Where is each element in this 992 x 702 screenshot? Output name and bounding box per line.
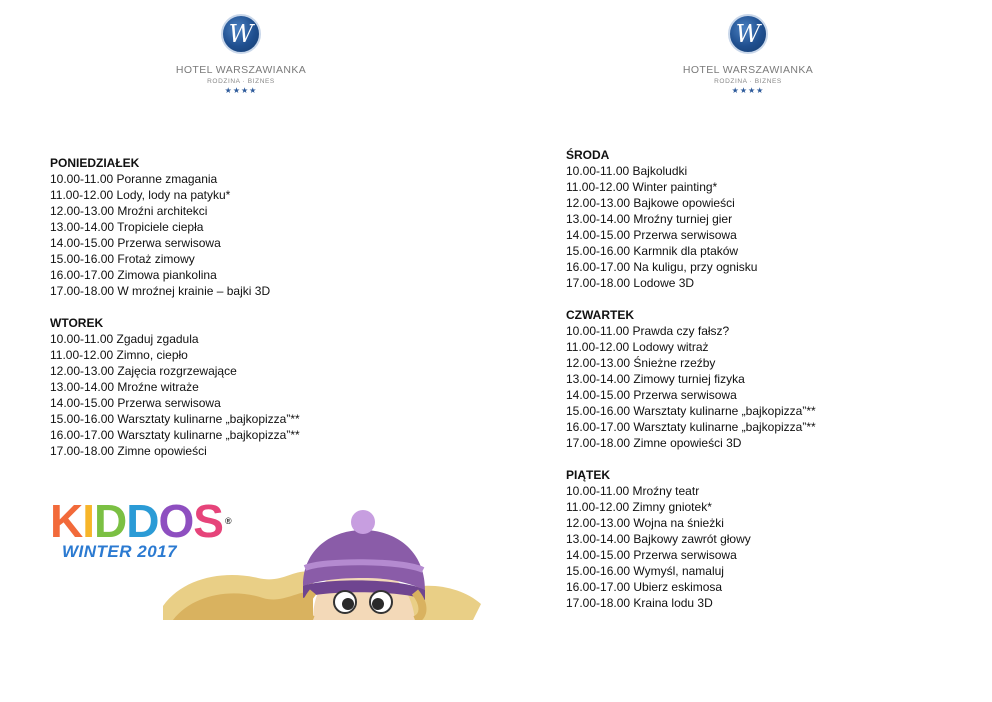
schedule-right-column [566, 147, 986, 627]
monogram-badge-icon [221, 14, 261, 54]
schedule-item: 10.00-11.00 Zgaduj zgadula [50, 332, 199, 346]
schedule-item: 17.00-18.00 Lodowe 3D [566, 276, 695, 290]
schedule-item: 15.00-16.00 Frotaż zimowy [50, 252, 195, 266]
schedule-item: 11.00-12.00 Zimny gniotek* [566, 500, 712, 514]
girl-illustration [163, 508, 483, 620]
hotel-stars: ★★★★ [731, 86, 765, 95]
schedule-item: 10.00-11.00 Bajkoludki [566, 164, 688, 178]
schedule-item: 13.00-14.00 Zimowy turniej fizyka [566, 372, 745, 386]
kiddos-letter: D [94, 495, 127, 547]
day-wednesday [566, 147, 986, 291]
day-thursday [566, 307, 986, 451]
schedule-item: 16.00-17.00 Ubierz eskimosa [566, 580, 723, 594]
hotel-name: HOTEL WARSZAWIANKA [682, 64, 814, 76]
kiddos-letter: I [82, 495, 95, 547]
schedule-item: 13.00-14.00 Mroźny turniej gier [566, 212, 733, 226]
schedule-item: 14.00-15.00 Przerwa serwisowa [50, 396, 221, 410]
schedule-item: 17.00-18.00 Zimne opowieści 3D [566, 436, 742, 450]
day-title: ŚRODA [566, 148, 610, 162]
schedule-item: 11.00-12.00 Zimno, ciepło [50, 348, 188, 362]
schedule-item: 14.00-15.00 Przerwa serwisowa [566, 388, 737, 402]
schedule-item: 17.00-18.00 W mroźnej krainie – bajki 3D [50, 284, 271, 298]
girl-illustration-icon [163, 508, 483, 620]
monogram-badge-icon [728, 14, 768, 54]
schedule-item: 16.00-17.00 Na kuligu, przy ognisku [566, 260, 758, 274]
day-title: PONIEDZIAŁEK [50, 156, 140, 170]
schedule-item: 15.00-16.00 Wymyśl, namaluj [566, 564, 724, 578]
schedule-item: 15.00-16.00 Warsztaty kulinarne „bajkopizza”** [566, 404, 816, 418]
kiddos-subtitle: WINTER 2017 [62, 542, 178, 561]
hotel-tagline: RODZINA · BIZNES [207, 78, 275, 85]
hotel-name: HOTEL WARSZAWIANKA [175, 64, 307, 76]
schedule-item: 10.00-11.00 Poranne zmagania [50, 172, 218, 186]
kiddos-letter: S [193, 495, 223, 547]
schedule-item: 14.00-15.00 Przerwa serwisowa [566, 548, 737, 562]
day-monday [50, 155, 470, 299]
schedule-item: 11.00-12.00 Lody, lody na patyku* [50, 188, 231, 202]
schedule-item: 12.00-13.00 Wojna na śnieżki [566, 516, 724, 530]
schedule-item: 12.00-13.00 Śnieżne rzeźby [566, 356, 716, 370]
day-friday [566, 467, 986, 611]
schedule-item: 14.00-15.00 Przerwa serwisowa [566, 228, 737, 242]
schedule-item: 15.00-16.00 Warsztaty kulinarne „bajkopizza”** [50, 412, 300, 426]
schedule-item: 10.00-11.00 Prawda czy fałsz? [566, 324, 730, 338]
kiddos-letter: D [126, 495, 159, 547]
schedule-item: 13.00-14.00 Mroźne witraże [50, 380, 199, 394]
day-title: CZWARTEK [566, 308, 634, 322]
hotel-tagline: RODZINA · BIZNES [714, 78, 782, 85]
schedule-item: 12.00-13.00 Mroźni architekci [50, 204, 208, 218]
schedule-item: 16.00-17.00 Warsztaty kulinarne „bajkopizza”** [50, 428, 300, 442]
schedule-left-column [50, 155, 470, 475]
kiddos-letter: O [158, 495, 194, 547]
schedule-item: 12.00-13.00 Bajkowe opowieści [566, 196, 735, 210]
schedule-item: 15.00-16.00 Karmnik dla ptaków [566, 244, 739, 258]
day-title: PIĄTEK [566, 468, 611, 482]
kiddos-letter: K [50, 495, 83, 547]
hotel-stars: ★★★★ [224, 86, 258, 95]
schedule-item: 11.00-12.00 Lodowy witraż [566, 340, 709, 354]
schedule-item: 12.00-13.00 Zajęcia rozgrzewające [50, 364, 237, 378]
schedule-item: 17.00-18.00 Kraina lodu 3D [566, 596, 713, 610]
schedule-item: 16.00-17.00 Zimowa piankolina [50, 268, 217, 282]
hotel-logo-right [668, 14, 828, 95]
hotel-logo-left [161, 14, 321, 95]
schedule-item: 10.00-11.00 Mroźny teatr [566, 484, 700, 498]
schedule-item: 17.00-18.00 Zimne opowieści [50, 444, 207, 458]
schedule-item: 13.00-14.00 Tropiciele ciepła [50, 220, 204, 234]
day-title: WTOREK [50, 316, 104, 330]
schedule-item: 16.00-17.00 Warsztaty kulinarne „bajkopizza”** [566, 420, 816, 434]
schedule-item: 11.00-12.00 Winter painting* [566, 180, 718, 194]
registered-mark: ® [224, 516, 231, 526]
schedule-item: 13.00-14.00 Bajkowy zawrót głowy [566, 532, 751, 546]
monogram: W [735, 20, 761, 48]
monogram: W [228, 20, 254, 48]
schedule-item: 14.00-15.00 Przerwa serwisowa [50, 236, 221, 250]
day-tuesday [50, 315, 470, 459]
